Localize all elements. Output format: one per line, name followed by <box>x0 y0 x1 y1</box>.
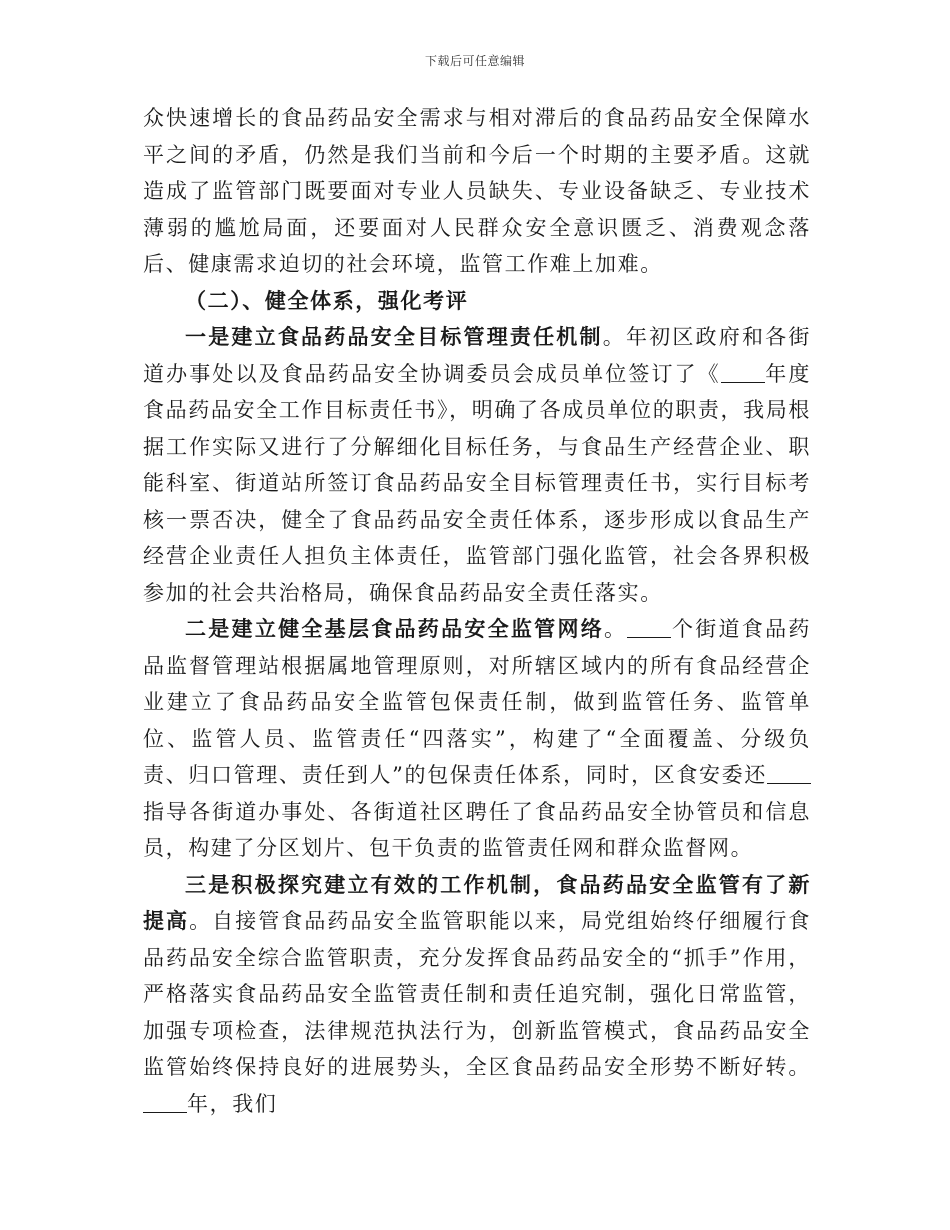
paragraph-text: 年度食品药品安全工作目标责任书》，明确了各成员单位的职责，我局根据工作实际又进行了分解细化目标任务，与食品生产经营企业、职能科室、街道站所签订食品药品安全目标管理责任书，实行目标考核一票否决，健全了食品药品安全责任体系，逐步形成以食品生产经营企业责任人担负主体责任，监管部门强化监管，社会各界积极参加的社会共治格局，确保食品药品安全责任落实。 <box>143 361 812 605</box>
paragraph-text: 。 <box>604 617 628 641</box>
blank-underline <box>721 361 765 383</box>
paragraph-lead: 一是建立食品药品安全目标管理责任机制 <box>185 324 603 349</box>
paragraph-work-mechanism <box>143 867 811 1123</box>
blank-underline <box>627 616 671 638</box>
section-heading: （二）、健全体系，强化考评 <box>185 287 469 313</box>
paragraph-target-responsibility <box>143 319 811 611</box>
paragraph-supervision-network <box>143 611 811 867</box>
paragraph-lead: 二是建立健全基层食品药品安全监管网络 <box>185 616 605 641</box>
paragraph-text: 个街道食品药品监督管理站根据属地管理原则，对所辖区域内的所有食品经营企业建立了食品药品安全监管包保责任制，做到监管任务、监管单位、监管人员、监管责任“四落实”，构建了“全面覆盖、分级负责、归口管理、责任到人”的包保责任体系，同时，区食安委还 <box>143 617 811 787</box>
paragraph-text: 指导各街道办事处、各街道社区聘任了食品药品安全协管员和信息员，构建了分区划片、包干负责的监管责任网和群众监督网。 <box>143 799 811 860</box>
paragraph-text: 年，我们 <box>187 1091 278 1116</box>
paragraph-lead: 三是积极探究建立有效的工作机制，食品药品安全监管有了新提高 <box>143 871 811 933</box>
blank-underline <box>767 762 811 784</box>
paragraph-text: 。年初区政府和各街道办事处以及食品药品安全协调委员会成员单位签订了《 <box>143 325 811 386</box>
paragraph-continuation: 众快速增长的食品药品安全需求与相对滞后的食品药品安全保障水平之间的矛盾，仍然是我们当前和今后一个时期的主要矛盾。这就造成了监管部门既要面对专业人员缺失、专业设备缺乏、专业技术薄弱的尴尬局面，还要面对人民群众安全意识匮乏、消费观念落后、健康需求迫切的社会环境，监管工作难上加难。 <box>143 106 811 276</box>
paragraph-text: 。自接管食品药品安全监管职能以来，局党组始终仔细履行食品药品安全综合监管职责，充分发挥食品药品安全的“抓手”作用，严格落实食品药品安全监管责任制和责任追究制，强化日常监管，加强专项检查，法律规范执法行为，创新监管模式，食品药品安全监管始终保持良好的进展势头，全区食品药品安全形势不断好转。 <box>143 909 812 1079</box>
blank-underline <box>143 1091 187 1113</box>
document-body <box>143 100 811 1122</box>
page-header: 下载后可任意编辑 <box>424 54 525 68</box>
